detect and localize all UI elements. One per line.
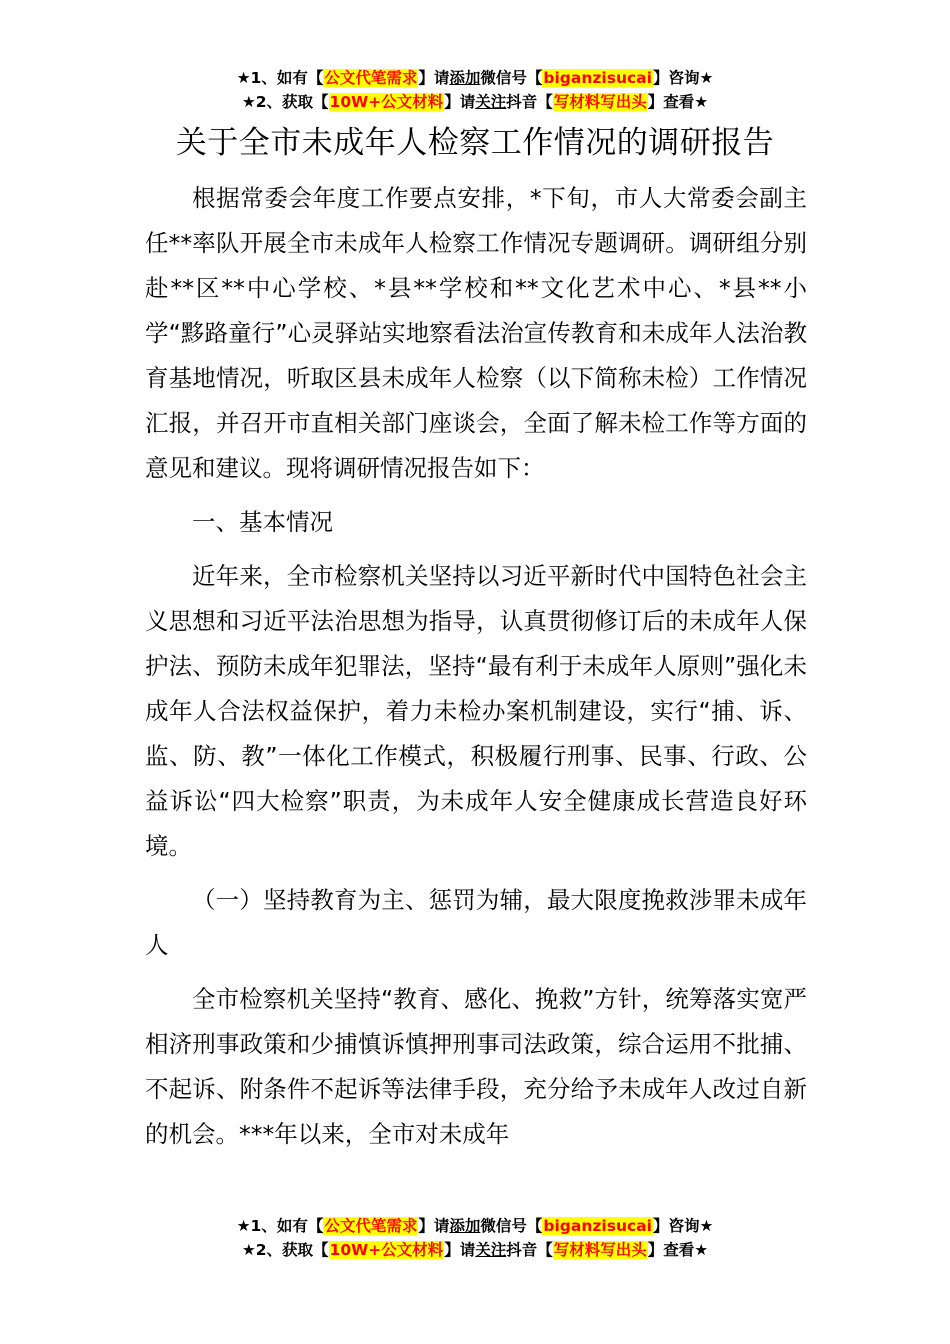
section-heading-1: 一、基本情况: [192, 508, 333, 536]
paragraph-intro: 根据常委会年度工作要点安排，*下旬，市人大常委会副主任**率队开展全市未成年人检察工作情况专题调研。调研组分别赴**区**中心学校、*县**学校和**文化艺术中心、*县**小学“黟路童行”心灵驿站实地察看法治宣传教育和未成年人法治教育基地情况，听取区县未成年人检察（以下简称未检）工作情况汇报，并召开市直相关部门座谈会，全面了解未检工作等方面的意见和建议。现将调研情况报告如下：: [145, 184, 807, 482]
promo-line-2: ★2、获取【10W+公文材料】请关注抖音【写材料写出头】查看★: [241, 93, 709, 111]
highlight-wechat-id: biganzisucai: [543, 1217, 652, 1235]
paragraph-overview: 近年来，全市检察机关坚持以习近平新时代中国特色社会主义思想和习近平法治思想为指导，认真贯彻修订后的未成年人保护法、预防未成年犯罪法，坚持“最有利于未成年人原则”强化未成年人合法权益保护，着力未检办案机制建设，实行“捕、诉、监、防、教”一体化工作模式，积极履行刑事、民事、行政、公益诉讼“四大检察”职责，为未成年人安全健康成长营造良好环境。: [145, 562, 807, 860]
promo-banner-top: [0, 66, 950, 114]
highlight-service: 公文代笔需求: [324, 69, 418, 87]
highlight-materials: 10W+公文材料: [329, 93, 444, 111]
highlight-douyin-account: 写材料写出头: [553, 1241, 647, 1259]
subsection-heading-1: （一）坚持教育为主、惩罚为辅，最大限度挽救涉罪未成年人: [145, 886, 807, 959]
promo-line-1: ★1、如有【公文代笔需求】请添加微信号【biganzisucai】咨询★: [236, 1217, 714, 1235]
promo-line-2: ★2、获取【10W+公文材料】请关注抖音【写材料写出头】查看★: [241, 1241, 709, 1259]
promo-line-1: ★1、如有【公文代笔需求】请添加微信号【biganzisucai】咨询★: [236, 69, 714, 87]
promo-banner-bottom: [0, 1214, 950, 1262]
paragraph-subsection-1: 全市检察机关坚持“教育、感化、挽救”方针，统筹落实宽严相济刑事政策和少捕慎诉慎押刑事司法政策，综合运用不批捕、不起诉、附条件不起诉等法律手段，充分给予未成年人改过自新的机会。***年以来，全市对未成年: [145, 985, 807, 1148]
highlight-service: 公文代笔需求: [324, 1217, 418, 1235]
highlight-materials: 10W+公文材料: [329, 1241, 444, 1259]
highlight-wechat-id: biganzisucai: [543, 69, 652, 87]
document-body: [145, 176, 807, 1157]
document-title: 关于全市未成年人检察工作情况的调研报告: [175, 125, 775, 161]
highlight-douyin-account: 写材料写出头: [553, 93, 647, 111]
